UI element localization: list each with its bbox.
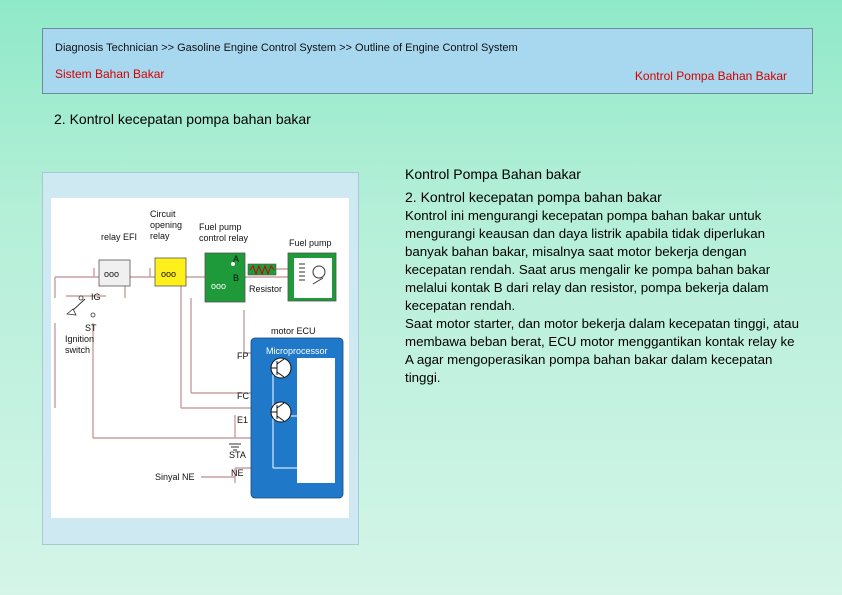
e1-terminal-label: E1 [237, 415, 249, 425]
svg-text:ooo: ooo [161, 269, 177, 279]
relay-efi-label: relay EFI [101, 232, 138, 242]
contact-a-label: A [233, 254, 240, 264]
circuit-opening-label-2: opening [150, 220, 183, 230]
section-title-left: Sistem Bahan Bakar [55, 67, 165, 81]
st-label: ST [85, 323, 97, 333]
page-heading: 2. Kontrol kecepatan pompa bahan bakar [54, 111, 311, 127]
header-banner [42, 28, 813, 94]
svg-text:ooo: ooo [211, 281, 227, 291]
sinyal-ne-label: Sinyal NE [155, 472, 195, 482]
ne-terminal-label: NE [231, 468, 244, 478]
fuel-pump [288, 253, 336, 301]
ignition-switch-label-1: Ignition [65, 334, 95, 344]
description-title: Kontrol Pompa Bahan bakar [405, 166, 581, 182]
section-title-right: Kontrol Pompa Bahan Bakar [634, 69, 787, 83]
fuel-pump-relay-label-1: Fuel pump [199, 222, 242, 232]
circuit-opening-label-1: Circuit [150, 209, 176, 219]
motor-ecu-label: motor ECU [271, 326, 316, 336]
fp-terminal-label: FP [237, 351, 249, 361]
ig-label: IG [91, 292, 101, 302]
circuit-opening-label-3: relay [150, 231, 170, 241]
description-subtitle: 2. Kontrol kecepatan pompa bahan bakar [405, 189, 662, 205]
breadcrumb[interactable]: Diagnosis Technician >> Gasoline Engine Control System >> Outline of Engine Control System [55, 42, 518, 54]
description-paragraph-1: Kontrol ini mengurangi kecepatan pompa bahan bakar untuk mengurangi keausan dan daya listrik apabila tidak diperlukan banyak bahan bakar, misalnya saat motor bekerja dengan kecepatan rendah. Saat arus mengalir ke pompa bahan bakar melalui kontak B dari relay dan resistor, pompa bekerja dalam kecepatan rendah. [405, 208, 771, 313]
description-paragraph-2: Saat motor starter, dan motor bekerja dalam kecepatan tinggi, atau membawa beban berat, ECU motor menggantikan kontak relay ke A agar mengoperasikan pompa bahan bakar dalam kecepatan tinggi. [405, 316, 799, 385]
fuel-pump-label: Fuel pump [289, 238, 332, 248]
contact-b-label: B [233, 273, 240, 283]
resistor [248, 264, 276, 275]
engine-ecu [251, 338, 343, 498]
microprocessor-label: Microprocessor [266, 346, 328, 356]
circuit-svg [51, 198, 349, 518]
resistor-label: Resistor [249, 284, 283, 294]
circuit-opening-relay [155, 258, 186, 286]
sta-terminal-label: STA [229, 450, 246, 460]
ignition-switch-label-2: switch [65, 345, 91, 355]
diagram-frame [42, 172, 359, 545]
fuel-pump-relay-label-2: control relay [199, 233, 249, 243]
description-body [405, 207, 800, 387]
circuit-diagram [51, 198, 349, 518]
fc-terminal-label: FC [237, 391, 249, 401]
svg-text:ooo: ooo [104, 269, 120, 279]
efi-relay [99, 260, 130, 286]
